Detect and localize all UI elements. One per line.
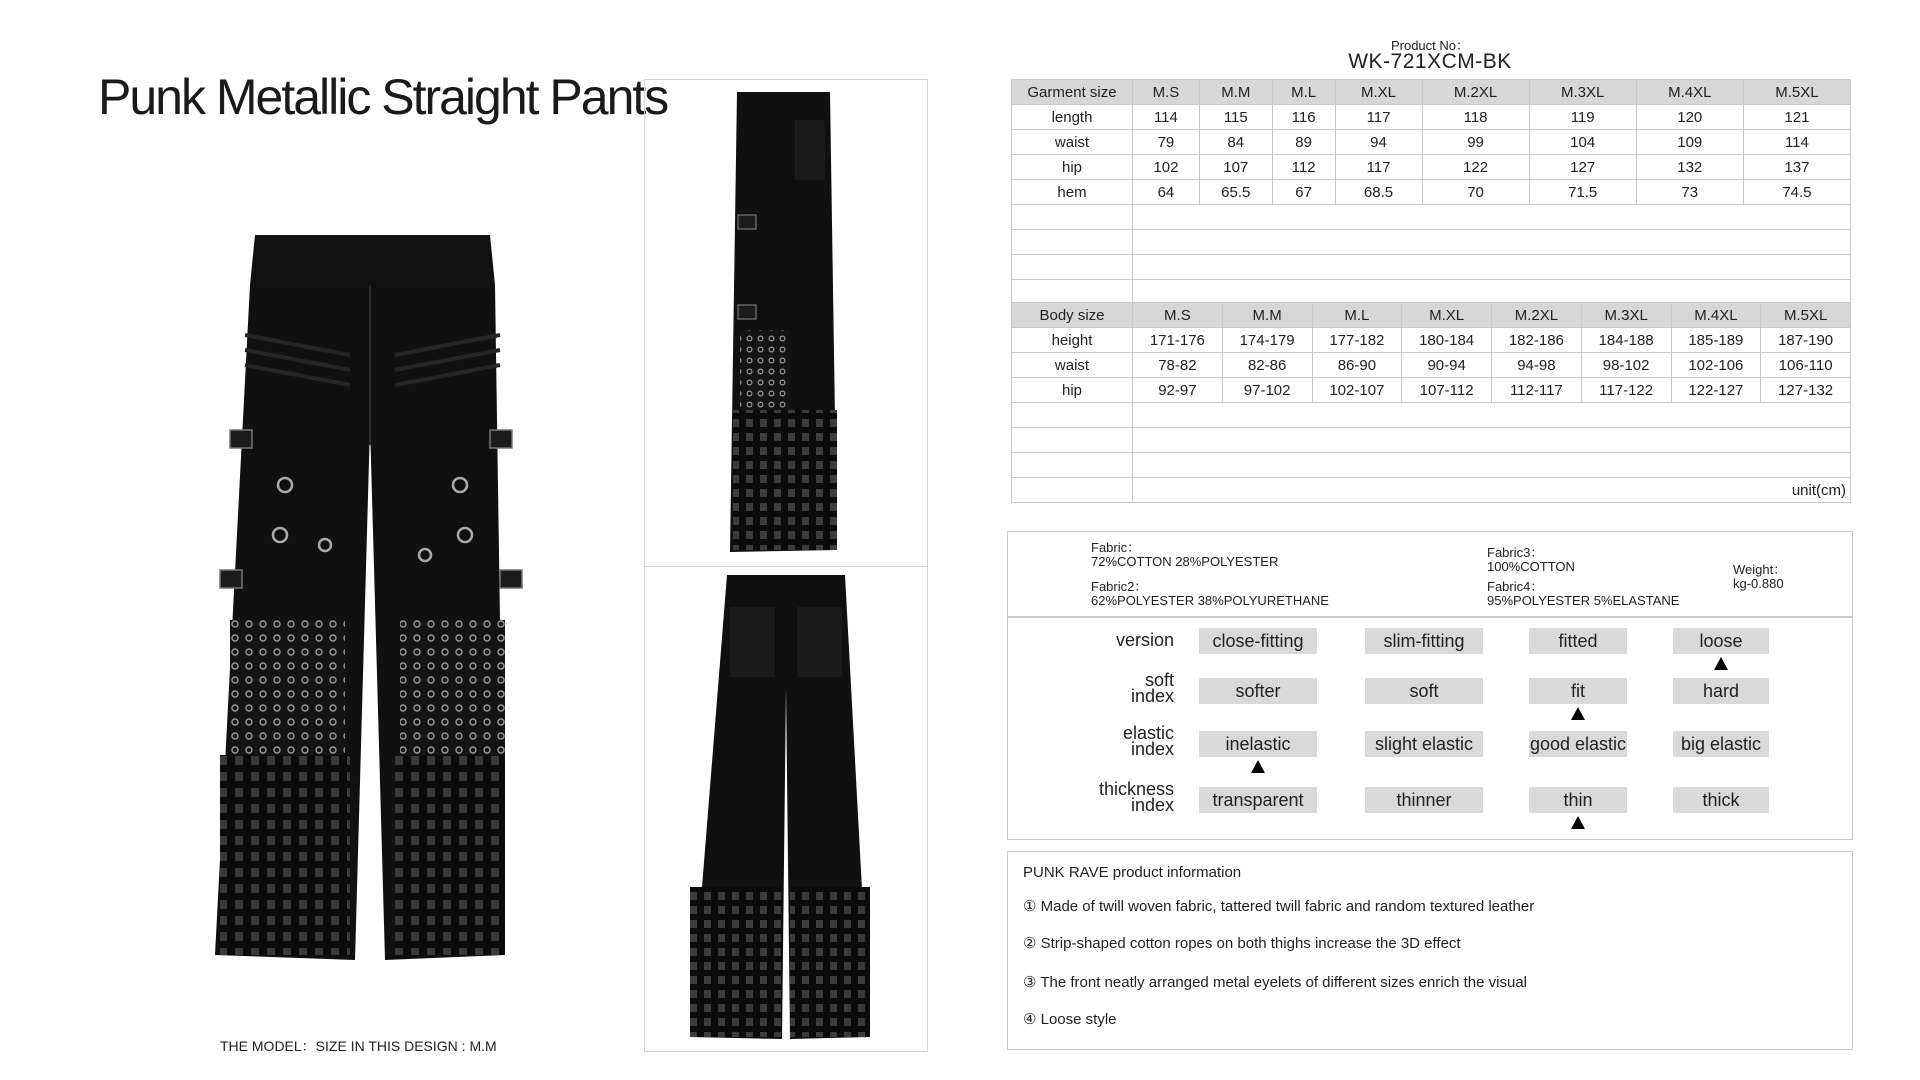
index-label-line1: version	[1115, 630, 1174, 650]
table-header-cell: M.2XL	[1492, 303, 1582, 328]
table-cell: 127	[1529, 155, 1636, 180]
product-info-point: ② Strip-shaped cotton ropes on both thighs increase the 3D effect	[1023, 935, 1461, 952]
table-cell: 98-102	[1581, 353, 1671, 378]
empty-row	[1012, 453, 1851, 478]
table-cell: 71.5	[1529, 180, 1636, 205]
garment-size-table	[1011, 79, 1851, 305]
product-info-point: ④ Loose style	[1023, 1011, 1117, 1028]
table-cell: hip	[1012, 155, 1133, 180]
table-cell: waist	[1012, 353, 1133, 378]
selected-marker-icon	[1714, 657, 1728, 670]
model-size-note: THE MODEL：SIZE IN THIS DESIGN : M.M	[220, 1038, 497, 1054]
table-cell: 127-132	[1761, 378, 1851, 403]
fabric1-label: Fabric：	[1091, 540, 1141, 555]
fabric4-value: 95%POLYESTER 5%ELASTANE	[1487, 593, 1680, 608]
weight-value: kg-0.880	[1733, 576, 1784, 591]
fabric3-value: 100%COTTON	[1487, 559, 1575, 574]
empty-cell	[1133, 205, 1851, 230]
table-header-cell: M.L	[1312, 303, 1402, 328]
table-cell: 180-184	[1402, 328, 1492, 353]
table-cell: 117	[1335, 155, 1422, 180]
index-label	[1131, 672, 1174, 704]
index-option: thick	[1673, 787, 1769, 813]
fabric-section	[1007, 531, 1853, 617]
fabric1-value: 72%COTTON 28%POLYESTER	[1091, 554, 1279, 569]
table-cell: 79	[1133, 130, 1200, 155]
index-option: close-fitting	[1199, 628, 1317, 654]
unit-row	[1012, 478, 1851, 503]
body-size-table	[1011, 302, 1851, 503]
empty-row	[1012, 280, 1851, 305]
table-row	[1012, 155, 1851, 180]
front-view-image	[200, 225, 540, 965]
index-label	[1123, 725, 1174, 757]
index-label-line1: elastic	[1122, 723, 1174, 743]
index-label-line2: index	[1130, 686, 1174, 706]
table-cell: 117	[1335, 105, 1422, 130]
table-cell: 99	[1422, 130, 1529, 155]
table-cell: 104	[1529, 130, 1636, 155]
selected-marker-icon	[1571, 707, 1585, 720]
index-option: thinner	[1365, 787, 1483, 813]
empty-cell	[1133, 453, 1851, 478]
index-option: fit	[1529, 678, 1627, 704]
table-cell: 119	[1529, 105, 1636, 130]
index-label	[1116, 632, 1174, 648]
side-view-frame	[644, 79, 928, 567]
fabric2-label: Fabric2：	[1091, 579, 1148, 594]
index-option: soft	[1365, 678, 1483, 704]
table-cell: 106-110	[1761, 353, 1851, 378]
table-cell: 97-102	[1222, 378, 1312, 403]
weight	[1733, 563, 1786, 591]
side-view-image	[645, 80, 927, 567]
empty-cell	[1012, 280, 1133, 305]
table-cell: 112-117	[1492, 378, 1582, 403]
empty-cell	[1012, 230, 1133, 255]
empty-row	[1012, 255, 1851, 280]
index-label-line2: index	[1130, 739, 1174, 759]
table-cell: 177-182	[1312, 328, 1402, 353]
product-number: WK-721XCM-BK	[1348, 50, 1512, 73]
fabric1	[1091, 541, 1278, 569]
table-cell: 84	[1199, 130, 1272, 155]
table-cell: 184-188	[1581, 328, 1671, 353]
table-cell: hip	[1012, 378, 1133, 403]
empty-row	[1012, 205, 1851, 230]
table-header-cell: Garment size	[1012, 80, 1133, 105]
table-cell: 121	[1743, 105, 1850, 130]
table-header-cell: M.L	[1272, 80, 1335, 105]
empty-row	[1012, 403, 1851, 428]
empty-cell	[1012, 205, 1133, 230]
selected-marker-icon	[1251, 760, 1265, 773]
table-cell: 102-106	[1671, 353, 1761, 378]
table-cell: height	[1012, 328, 1133, 353]
fabric3	[1487, 546, 1575, 574]
table-cell: 109	[1636, 130, 1743, 155]
table-header-cell: M.M	[1199, 80, 1272, 105]
fit-index-section	[1007, 617, 1853, 840]
empty-cell	[1012, 403, 1133, 428]
body-size-header-row	[1012, 303, 1851, 328]
table-header-cell: M.3XL	[1581, 303, 1671, 328]
table-header-cell: M.4XL	[1671, 303, 1761, 328]
table-cell: 114	[1743, 130, 1850, 155]
index-label-line2: index	[1130, 795, 1174, 815]
table-cell: 120	[1636, 105, 1743, 130]
index-option: slight elastic	[1365, 731, 1483, 757]
table-cell: 114	[1133, 105, 1200, 130]
empty-cell	[1133, 403, 1851, 428]
table-header-cell: M.S	[1133, 80, 1200, 105]
empty-cell	[1012, 428, 1133, 453]
empty-cell	[1133, 280, 1851, 305]
table-cell: 94-98	[1492, 353, 1582, 378]
table-header-cell: M.2XL	[1422, 80, 1529, 105]
table-cell: 118	[1422, 105, 1529, 130]
table-header-cell: Body size	[1012, 303, 1133, 328]
table-header-cell: M.5XL	[1761, 303, 1851, 328]
table-header-cell: M.XL	[1402, 303, 1492, 328]
table-cell: 82-86	[1222, 353, 1312, 378]
index-option: thin	[1529, 787, 1627, 813]
table-header-cell: M.S	[1133, 303, 1223, 328]
empty-cell	[1133, 230, 1851, 255]
table-row	[1012, 328, 1851, 353]
table-cell: 182-186	[1492, 328, 1582, 353]
table-row	[1012, 105, 1851, 130]
table-header-cell: M.XL	[1335, 80, 1422, 105]
table-cell: 64	[1133, 180, 1200, 205]
table-cell: 171-176	[1133, 328, 1223, 353]
index-option: hard	[1673, 678, 1769, 704]
garment-size-header-row	[1012, 80, 1851, 105]
table-cell: 115	[1199, 105, 1272, 130]
product-title: Punk Metallic Straight Pants	[98, 69, 668, 125]
index-option: loose	[1673, 628, 1769, 654]
empty-cell	[1012, 255, 1133, 280]
table-cell: 70	[1422, 180, 1529, 205]
table-cell: 73	[1636, 180, 1743, 205]
product-info-heading: PUNK RAVE product information	[1023, 864, 1242, 881]
fabric4-label: Fabric4：	[1487, 579, 1544, 594]
table-cell: hem	[1012, 180, 1133, 205]
product-info-section	[1007, 851, 1853, 1050]
table-cell: 86-90	[1312, 353, 1402, 378]
fabric4	[1487, 580, 1679, 608]
empty-cell	[1133, 255, 1851, 280]
table-cell: 92-97	[1133, 378, 1223, 403]
table-row	[1012, 180, 1851, 205]
empty-row	[1012, 230, 1851, 255]
product-info-point: ① Made of twill woven fabric, tattered twill fabric and random textured leather	[1023, 898, 1535, 915]
index-option: big elastic	[1673, 731, 1769, 757]
index-option: fitted	[1529, 628, 1627, 654]
index-label	[1099, 781, 1174, 813]
back-view-frame	[644, 566, 928, 1052]
index-option: inelastic	[1199, 731, 1317, 757]
empty-cell	[1012, 453, 1133, 478]
table-cell: 187-190	[1761, 328, 1851, 353]
table-cell: 107-112	[1402, 378, 1492, 403]
back-view-image	[645, 567, 927, 1051]
table-cell: 137	[1743, 155, 1850, 180]
selected-marker-icon	[1571, 816, 1585, 829]
index-option: softer	[1199, 678, 1317, 704]
table-cell: 89	[1272, 130, 1335, 155]
empty-cell	[1012, 478, 1133, 503]
empty-cell	[1133, 428, 1851, 453]
table-header-cell: M.3XL	[1529, 80, 1636, 105]
fabric2-value: 62%POLYESTER 38%POLYURETHANE	[1091, 593, 1329, 608]
table-cell: 112	[1272, 155, 1335, 180]
table-cell: 116	[1272, 105, 1335, 130]
product-info-point: ③ The front neatly arranged metal eyelets of different sizes enrich the visual	[1023, 974, 1527, 991]
table-cell: 68.5	[1335, 180, 1422, 205]
table-cell: waist	[1012, 130, 1133, 155]
table-cell: 107	[1199, 155, 1272, 180]
table-cell: 90-94	[1402, 353, 1492, 378]
table-cell: 174-179	[1222, 328, 1312, 353]
table-header-cell: M.4XL	[1636, 80, 1743, 105]
table-cell: 185-189	[1671, 328, 1761, 353]
table-cell: 78-82	[1133, 353, 1223, 378]
table-cell: 132	[1636, 155, 1743, 180]
table-cell: 122	[1422, 155, 1529, 180]
unit-label: unit(cm)	[1133, 478, 1851, 503]
table-cell: 65.5	[1199, 180, 1272, 205]
index-label-line1: thickness	[1098, 779, 1174, 799]
table-cell: 117-122	[1581, 378, 1671, 403]
index-option: transparent	[1199, 787, 1317, 813]
table-header-cell: M.5XL	[1743, 80, 1850, 105]
table-cell: 67	[1272, 180, 1335, 205]
table-cell: 74.5	[1743, 180, 1850, 205]
empty-row	[1012, 428, 1851, 453]
index-label-line1: soft	[1144, 670, 1174, 690]
table-cell: 94	[1335, 130, 1422, 155]
table-row	[1012, 378, 1851, 403]
table-header-cell: M.M	[1222, 303, 1312, 328]
index-option: good elastic	[1529, 731, 1627, 757]
index-option: slim-fitting	[1365, 628, 1483, 654]
table-cell: length	[1012, 105, 1133, 130]
table-cell: 102	[1133, 155, 1200, 180]
fabric2	[1091, 580, 1329, 608]
product-number-label: Product No：	[1390, 38, 1470, 53]
table-row	[1012, 353, 1851, 378]
fabric3-label: Fabric3：	[1487, 545, 1544, 560]
table-cell: 122-127	[1671, 378, 1761, 403]
weight-label: Weight：	[1733, 562, 1787, 577]
table-cell: 102-107	[1312, 378, 1402, 403]
table-row	[1012, 130, 1851, 155]
